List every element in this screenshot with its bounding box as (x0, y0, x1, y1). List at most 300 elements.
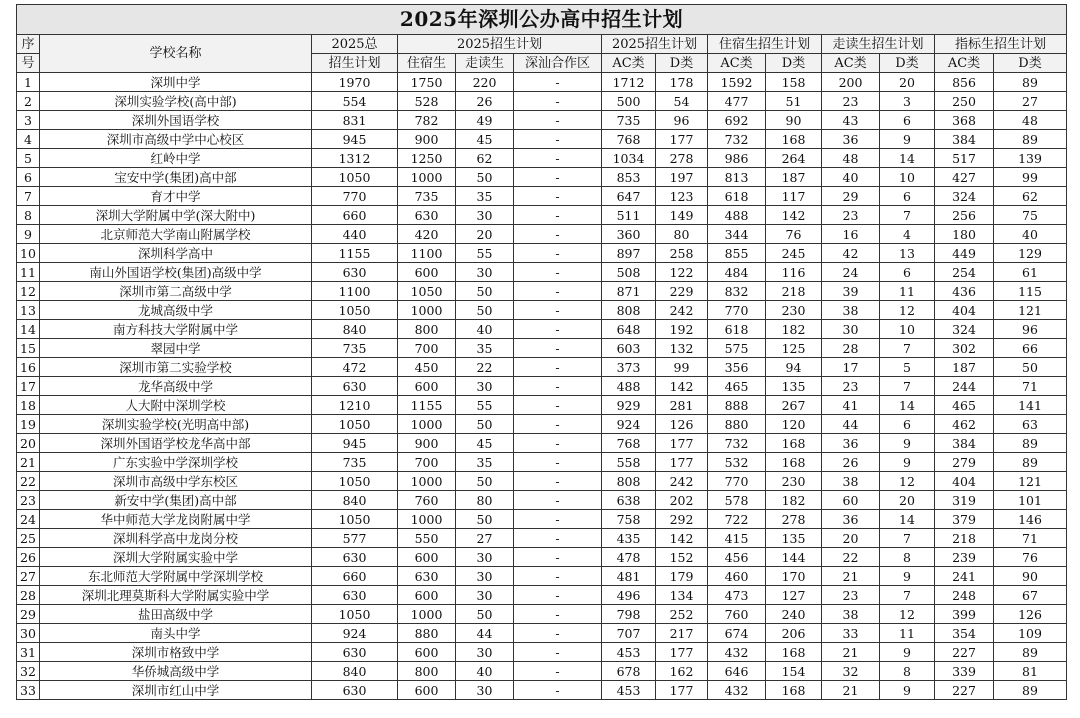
day-d-cell: 14 (880, 510, 935, 529)
plan-ac-cell: 508 (602, 263, 656, 282)
boarding-plan-cell: 1000 (398, 472, 456, 491)
boarding-d-cell: 76 (766, 225, 822, 244)
school-name-cell: 广东实验中学深圳学校 (40, 453, 312, 472)
day-ac-cell: 30 (822, 320, 880, 339)
school-name-cell: 翠园中学 (40, 339, 312, 358)
day-ac-cell: 22 (822, 548, 880, 567)
day-student-plan-cell: 26 (456, 92, 514, 111)
day-d-cell: 8 (880, 548, 935, 567)
school-name-cell: 南山外国语学校(集团)高级中学 (40, 263, 312, 282)
shenshan-coop-cell: - (514, 92, 602, 111)
table-row (17, 130, 1067, 149)
day-student-plan-cell: 30 (456, 263, 514, 282)
row-seq-cell: 31 (17, 643, 40, 662)
boarding-ac-cell: 456 (708, 548, 766, 567)
row-seq-cell: 12 (17, 282, 40, 301)
boarding-plan-cell: 1100 (398, 244, 456, 263)
total-plan-cell: 1100 (312, 282, 398, 301)
row-seq-cell: 19 (17, 415, 40, 434)
day-student-plan-cell: 49 (456, 111, 514, 130)
day-student-plan-cell: 35 (456, 187, 514, 206)
plan-ac-cell: 453 (602, 643, 656, 662)
day-d-cell: 20 (880, 491, 935, 510)
row-seq-cell: 25 (17, 529, 40, 548)
day-student-plan-cell: 35 (456, 453, 514, 472)
plan-ac-cell: 481 (602, 567, 656, 586)
day-ac-cell: 42 (822, 244, 880, 263)
boarding-plan-cell: 800 (398, 662, 456, 681)
boarding-d-cell: 90 (766, 111, 822, 130)
table-row (17, 453, 1067, 472)
quota-d-cell: 27 (994, 92, 1067, 111)
quota-ac-cell: 187 (935, 358, 994, 377)
boarding-ac-cell: 432 (708, 643, 766, 662)
boarding-d-cell: 168 (766, 681, 822, 700)
d-header: D类 (994, 54, 1067, 73)
shenshan-coop-cell: - (514, 605, 602, 624)
school-name-cell: 宝安中学(集团)高中部 (40, 168, 312, 187)
boarding-plan-cell: 1000 (398, 415, 456, 434)
boarding-ac-cell: 760 (708, 605, 766, 624)
row-seq-cell: 32 (17, 662, 40, 681)
plan-d-cell: 242 (656, 472, 708, 491)
table-row (17, 206, 1067, 225)
boarding-ac-cell: 888 (708, 396, 766, 415)
boarding-plan-cell: 800 (398, 320, 456, 339)
school-name-cell: 深圳市第二实验学校 (40, 358, 312, 377)
quota-d-cell: 63 (994, 415, 1067, 434)
plan-ac-cell: 929 (602, 396, 656, 415)
plan-d-cell: 177 (656, 434, 708, 453)
quota-d-cell: 115 (994, 282, 1067, 301)
day-ac-cell: 32 (822, 662, 880, 681)
school-name-cell: 深圳市高级中学中心校区 (40, 130, 312, 149)
quota-d-cell: 89 (994, 681, 1067, 700)
quota-ac-cell: 354 (935, 624, 994, 643)
boarding-ac-cell: 880 (708, 415, 766, 434)
boarding-ac-cell: 473 (708, 586, 766, 605)
day-d-cell: 6 (880, 111, 935, 130)
boarding-d-cell: 206 (766, 624, 822, 643)
shenshan-coop-cell: - (514, 377, 602, 396)
total-plan-cell: 630 (312, 643, 398, 662)
table-row (17, 681, 1067, 700)
boarding-d-cell: 264 (766, 149, 822, 168)
day-ac-cell: 36 (822, 434, 880, 453)
plan-ac-cell: 678 (602, 662, 656, 681)
quota-ac-cell: 368 (935, 111, 994, 130)
total-plan-cell: 554 (312, 92, 398, 111)
quota-d-cell: 89 (994, 73, 1067, 92)
quota-ac-cell: 241 (935, 567, 994, 586)
day-d-cell: 9 (880, 434, 935, 453)
boarding-plan-cell: 528 (398, 92, 456, 111)
table-row (17, 377, 1067, 396)
day-ac-cell: 29 (822, 187, 880, 206)
total-plan-cell: 840 (312, 662, 398, 681)
total-plan-cell: 945 (312, 130, 398, 149)
boarding-d-cell: 127 (766, 586, 822, 605)
day-ac-cell: 43 (822, 111, 880, 130)
total-plan-cell: 1050 (312, 510, 398, 529)
day-d-cell: 6 (880, 187, 935, 206)
d-header: D类 (880, 54, 935, 73)
total-plan-cell: 831 (312, 111, 398, 130)
total-plan-cell: 840 (312, 491, 398, 510)
row-seq-cell: 28 (17, 586, 40, 605)
boarding-ac-cell: 578 (708, 491, 766, 510)
plan-d-cell: 258 (656, 244, 708, 263)
shenshan-coop-cell: - (514, 168, 602, 187)
row-seq-cell: 26 (17, 548, 40, 567)
quota-ac-cell: 254 (935, 263, 994, 282)
plan-d-cell: 126 (656, 415, 708, 434)
school-name-cell: 人大附中深圳学校 (40, 396, 312, 415)
school-name-cell: 华侨城高级中学 (40, 662, 312, 681)
boarding-ac-cell: 618 (708, 320, 766, 339)
day-ac-cell: 48 (822, 149, 880, 168)
shenshan-coop-cell: - (514, 662, 602, 681)
plan-ac-cell: 808 (602, 472, 656, 491)
school-name-cell: 深圳北理莫斯科大学附属实验中学 (40, 586, 312, 605)
boarding-plan-cell: 900 (398, 130, 456, 149)
boarding-ac-cell: 986 (708, 149, 766, 168)
shenshan-coop-cell: - (514, 130, 602, 149)
day-student-plan-cell: 30 (456, 586, 514, 605)
day-ac-cell: 38 (822, 472, 880, 491)
school-name-cell: 盐田高级中学 (40, 605, 312, 624)
day-d-cell: 12 (880, 605, 935, 624)
boarding-d-cell: 267 (766, 396, 822, 415)
quota-d-cell: 126 (994, 605, 1067, 624)
total-plan-cell: 630 (312, 548, 398, 567)
school-name-cell: 龙华高级中学 (40, 377, 312, 396)
boarding-d-cell: 230 (766, 301, 822, 320)
school-name-cell: 深圳外国语学校 (40, 111, 312, 130)
total-plan-cell: 630 (312, 263, 398, 282)
boarding-plan-cell: 1000 (398, 605, 456, 624)
table-row (17, 301, 1067, 320)
boarding-d-cell: 168 (766, 434, 822, 453)
plan-d-cell: 292 (656, 510, 708, 529)
total-plan-cell: 630 (312, 681, 398, 700)
table-row (17, 187, 1067, 206)
school-name-cell: 红岭中学 (40, 149, 312, 168)
table-row (17, 662, 1067, 681)
school-name-cell: 龙城高级中学 (40, 301, 312, 320)
shenshan-coop-cell: - (514, 681, 602, 700)
plan-ac-cell: 768 (602, 434, 656, 453)
day-student-plan-cell: 22 (456, 358, 514, 377)
total-plan-cell: 660 (312, 567, 398, 586)
boarding-plan-cell: 1000 (398, 510, 456, 529)
day-student-plan-cell: 55 (456, 396, 514, 415)
plan-d-cell: 278 (656, 149, 708, 168)
plan-d-cell: 252 (656, 605, 708, 624)
day-ac-cell: 26 (822, 453, 880, 472)
ac-header: AC类 (708, 54, 766, 73)
day-d-cell: 11 (880, 624, 935, 643)
shenshan-coop-cell: - (514, 244, 602, 263)
day-d-cell: 11 (880, 282, 935, 301)
quota-ac-cell: 427 (935, 168, 994, 187)
boarding-ac-cell: 770 (708, 301, 766, 320)
quota-ac-cell: 384 (935, 130, 994, 149)
day-ac-cell: 21 (822, 567, 880, 586)
row-seq-cell: 22 (17, 472, 40, 491)
day-student-plan-cell: 30 (456, 377, 514, 396)
school-name-cell: 南方科技大学附属中学 (40, 320, 312, 339)
school-name-cell: 深圳实验学校(光明高中部) (40, 415, 312, 434)
boarding-d-cell: 182 (766, 320, 822, 339)
day-d-cell: 20 (880, 73, 935, 92)
table-row (17, 263, 1067, 282)
school-name-cell: 深圳大学附属中学(深大附中) (40, 206, 312, 225)
day-student-plan-cell: 62 (456, 149, 514, 168)
plan-ac-cell: 511 (602, 206, 656, 225)
shenshan-coop-cell: - (514, 187, 602, 206)
boarding-plan-cell: 600 (398, 643, 456, 662)
boarding-d-cell: 125 (766, 339, 822, 358)
boarding-plan-cell: 900 (398, 434, 456, 453)
shenshan-coop-cell: - (514, 339, 602, 358)
boarding-ac-cell: 732 (708, 434, 766, 453)
day-d-cell: 7 (880, 377, 935, 396)
total-plan-cell: 1155 (312, 244, 398, 263)
ac-header: AC类 (935, 54, 994, 73)
quota-ac-cell: 244 (935, 377, 994, 396)
day-ac-cell: 23 (822, 586, 880, 605)
school-name-cell: 北京师范大学南山附属学校 (40, 225, 312, 244)
quota-d-cell: 89 (994, 130, 1067, 149)
boarding-plan-cell: 600 (398, 548, 456, 567)
day-student-group-header: 走读生招生计划 (822, 35, 935, 54)
day-d-cell: 7 (880, 339, 935, 358)
seq-header-top: 序 (17, 35, 40, 54)
row-seq-cell: 6 (17, 168, 40, 187)
quota-d-cell: 89 (994, 453, 1067, 472)
table-row (17, 434, 1067, 453)
quota-d-cell: 40 (994, 225, 1067, 244)
day-d-cell: 9 (880, 130, 935, 149)
plan-ac-cell: 435 (602, 529, 656, 548)
day-d-cell: 6 (880, 415, 935, 434)
quota-ac-cell: 436 (935, 282, 994, 301)
boarding-plan-cell: 450 (398, 358, 456, 377)
boarding-ac-cell: 465 (708, 377, 766, 396)
boarding-d-cell: 170 (766, 567, 822, 586)
school-name-cell: 深圳实验学校(高中部) (40, 92, 312, 111)
school-name-cell: 深圳科学高中龙岗分校 (40, 529, 312, 548)
quota-d-cell: 75 (994, 206, 1067, 225)
plan-ac-cell: 558 (602, 453, 656, 472)
boarding-d-cell: 187 (766, 168, 822, 187)
school-name-cell: 深圳外国语学校龙华高中部 (40, 434, 312, 453)
day-student-plan-cell: 50 (456, 168, 514, 187)
day-d-cell: 3 (880, 92, 935, 111)
quota-ac-cell: 339 (935, 662, 994, 681)
school-name-cell: 东北师范大学附属中学深圳学校 (40, 567, 312, 586)
quota-d-cell: 89 (994, 434, 1067, 453)
quota-d-cell: 81 (994, 662, 1067, 681)
school-name-cell: 新安中学(集团)高中部 (40, 491, 312, 510)
boarding-plan-cell: 600 (398, 377, 456, 396)
shenshan-coop-cell: - (514, 586, 602, 605)
day-student-plan-cell: 45 (456, 434, 514, 453)
total-plan-cell: 1050 (312, 168, 398, 187)
quota-ac-cell: 404 (935, 472, 994, 491)
total-plan-cell: 770 (312, 187, 398, 206)
boarding-d-cell: 135 (766, 377, 822, 396)
day-student-plan-cell: 35 (456, 339, 514, 358)
table-row (17, 415, 1067, 434)
day-d-cell: 6 (880, 263, 935, 282)
day-ac-cell: 200 (822, 73, 880, 92)
quota-d-cell: 99 (994, 168, 1067, 187)
day-d-cell: 7 (880, 529, 935, 548)
plan-d-cell: 96 (656, 111, 708, 130)
total-plan-header-bottom: 招生计划 (312, 54, 398, 73)
day-student-plan-cell: 80 (456, 491, 514, 510)
plan-d-cell: 142 (656, 529, 708, 548)
row-seq-cell: 27 (17, 567, 40, 586)
plan-group-header: 2025招生计划 (398, 35, 602, 54)
boarding-d-cell: 168 (766, 130, 822, 149)
plan-ac-cell: 707 (602, 624, 656, 643)
plan-ac-cell: 603 (602, 339, 656, 358)
day-d-cell: 10 (880, 168, 935, 187)
plan-d-cell: 132 (656, 339, 708, 358)
day-ac-cell: 23 (822, 92, 880, 111)
day-ac-cell: 38 (822, 301, 880, 320)
shenshan-coop-cell: - (514, 567, 602, 586)
boarding-ac-cell: 344 (708, 225, 766, 244)
quota-d-cell: 66 (994, 339, 1067, 358)
quota-d-cell: 76 (994, 548, 1067, 567)
day-d-cell: 14 (880, 396, 935, 415)
boarding-ac-cell: 488 (708, 206, 766, 225)
boarding-plan-cell: 1000 (398, 168, 456, 187)
row-seq-cell: 4 (17, 130, 40, 149)
table-row (17, 396, 1067, 415)
day-d-cell: 5 (880, 358, 935, 377)
boarding-plan-cell: 420 (398, 225, 456, 244)
shenshan-coop-cell: - (514, 73, 602, 92)
quota-d-cell: 109 (994, 624, 1067, 643)
plan-d-cell: 281 (656, 396, 708, 415)
boarding-plan-cell: 735 (398, 187, 456, 206)
shenshan-coop-cell: - (514, 320, 602, 339)
school-name-cell: 南头中学 (40, 624, 312, 643)
boarding-plan-cell: 1750 (398, 73, 456, 92)
shenshan-coop-cell: - (514, 434, 602, 453)
row-seq-cell: 8 (17, 206, 40, 225)
plan-d-cell: 177 (656, 130, 708, 149)
boarding-ac-cell: 575 (708, 339, 766, 358)
day-student-plan-cell: 50 (456, 605, 514, 624)
boarding-plan-cell: 700 (398, 453, 456, 472)
quota-d-cell: 101 (994, 491, 1067, 510)
boarding-plan-cell: 630 (398, 567, 456, 586)
plan-d-cell: 197 (656, 168, 708, 187)
boarding-d-cell: 154 (766, 662, 822, 681)
plan-ac-cell: 647 (602, 187, 656, 206)
boarding-ac-cell: 477 (708, 92, 766, 111)
total-plan-cell: 924 (312, 624, 398, 643)
day-student-plan-cell: 44 (456, 624, 514, 643)
quota-ac-cell: 302 (935, 339, 994, 358)
boarding-ac-cell: 460 (708, 567, 766, 586)
day-student-plan-cell: 30 (456, 567, 514, 586)
quota-ac-cell: 248 (935, 586, 994, 605)
day-student-plan-cell: 40 (456, 662, 514, 681)
day-student-plan-cell: 50 (456, 301, 514, 320)
boarding-plan-cell: 760 (398, 491, 456, 510)
quota-ac-cell: 517 (935, 149, 994, 168)
quota-ac-cell: 324 (935, 187, 994, 206)
quota-ac-cell: 449 (935, 244, 994, 263)
day-student-plan-cell: 30 (456, 681, 514, 700)
table-row (17, 149, 1067, 168)
total-plan-cell: 472 (312, 358, 398, 377)
plan-ac-cell: 768 (602, 130, 656, 149)
quota-d-cell: 146 (994, 510, 1067, 529)
table-row (17, 282, 1067, 301)
boarding-d-cell: 158 (766, 73, 822, 92)
boarding-d-cell: 182 (766, 491, 822, 510)
table-body (17, 73, 1067, 700)
boarding-plan-cell: 600 (398, 586, 456, 605)
total-plan-cell: 1050 (312, 605, 398, 624)
day-ac-cell: 21 (822, 643, 880, 662)
day-d-cell: 4 (880, 225, 935, 244)
boarding-ac-cell: 484 (708, 263, 766, 282)
plan-ac-cell: 648 (602, 320, 656, 339)
d-header: D类 (766, 54, 822, 73)
table-row (17, 92, 1067, 111)
school-name-cell: 深圳市格致中学 (40, 643, 312, 662)
row-seq-cell: 2 (17, 92, 40, 111)
school-name-cell: 深圳市红山中学 (40, 681, 312, 700)
quota-ac-cell: 384 (935, 434, 994, 453)
shenshan-coop-cell: - (514, 282, 602, 301)
table-row (17, 605, 1067, 624)
day-d-cell: 9 (880, 681, 935, 700)
table-title: 2025年深圳公办高中招生计划 (17, 5, 1067, 35)
quota-ac-cell: 279 (935, 453, 994, 472)
plan-d-cell: 162 (656, 662, 708, 681)
school-name-cell: 深圳市高级中学东校区 (40, 472, 312, 491)
day-student-plan-cell: 40 (456, 320, 514, 339)
day-student-plan-cell: 30 (456, 548, 514, 567)
day-student-plan-cell: 50 (456, 415, 514, 434)
shenshan-coop-cell: - (514, 472, 602, 491)
plan-d-cell: 177 (656, 681, 708, 700)
boarding-ac-cell: 356 (708, 358, 766, 377)
boarding-d-cell: 142 (766, 206, 822, 225)
boarding-plan-cell: 782 (398, 111, 456, 130)
boarding-plan-cell: 550 (398, 529, 456, 548)
day-d-cell: 12 (880, 472, 935, 491)
plan-d-cell: 99 (656, 358, 708, 377)
day-student-header: 走读生 (456, 54, 514, 73)
day-student-plan-cell: 50 (456, 472, 514, 491)
plan-d-cell: 177 (656, 453, 708, 472)
plan-ac-cell: 924 (602, 415, 656, 434)
boarding-d-cell: 135 (766, 529, 822, 548)
day-ac-cell: 23 (822, 206, 880, 225)
boarding-d-cell: 240 (766, 605, 822, 624)
